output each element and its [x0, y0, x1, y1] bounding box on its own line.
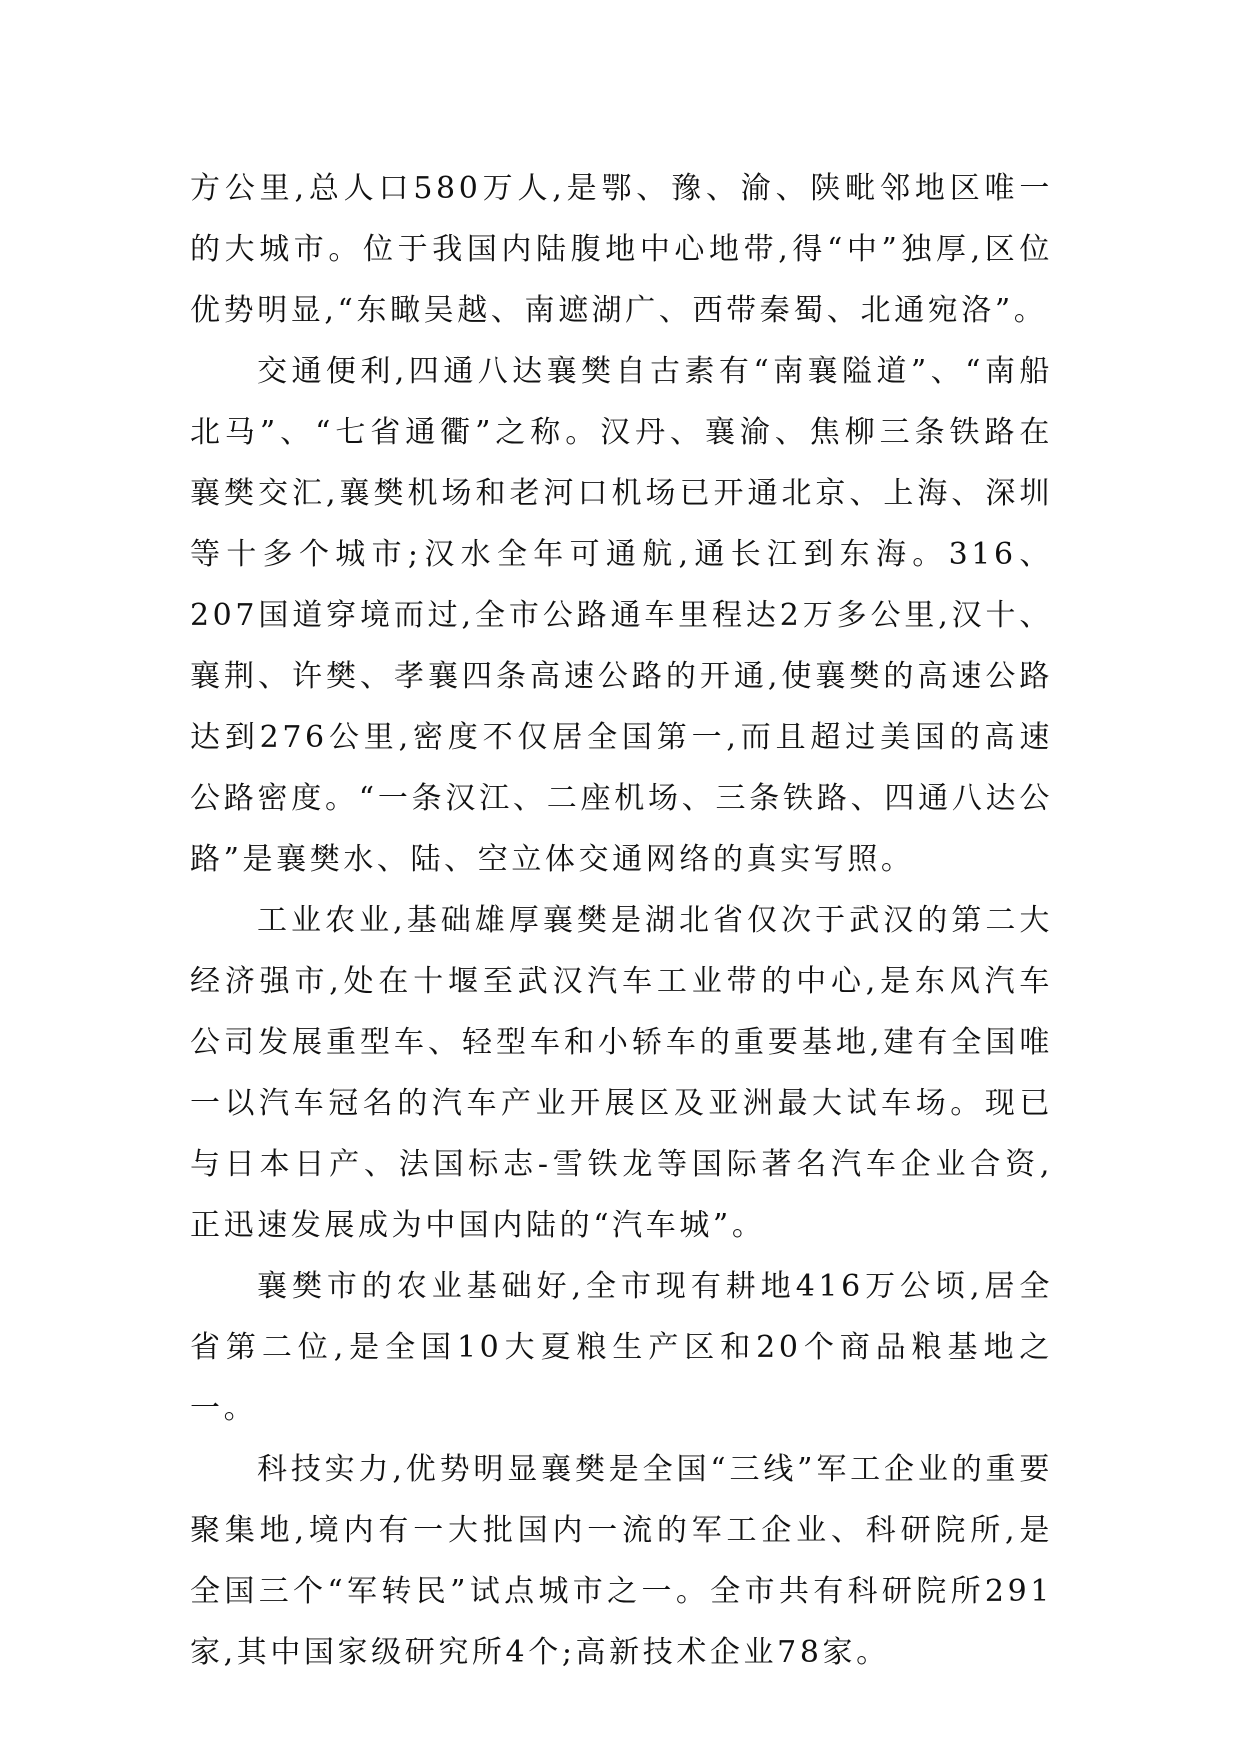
paragraph-industry: 工业农业,基础雄厚襄樊是湖北省仅次于武汉的第二大经济强市,处在十堰至武汉汽车工业带的中心,是东风汽车公司发展重型车、轻型车和小轿车的重要基地,建有全国唯一以汽车冠名的汽车产业开展区及亚洲最大试车场。现已与日本日产、法国标志-雪铁龙等国际著名汽车企业合资,正迅速发展成为中国内陆的“汽车城”。 [190, 903, 1053, 1243]
paragraph-agriculture: 襄樊市的农业基础好,全市现有耕地416万公顷,居全省第二位,是全国10大夏粮生产区和20个商品粮基地之一。 [190, 1269, 1053, 1426]
paragraph-intro-continued: 方公里,总人口580万人,是鄂、豫、渝、陕毗邻地区唯一的大城市。位于我国内陆腹地中心地带,得“中”独厚,区位优势明显,“东瞰吴越、南遮湖广、西带秦蜀、北通宛洛”。 [190, 171, 1053, 328]
paragraph-technology: 科技实力,优势明显襄樊是全国“三线”军工企业的重要聚集地,境内有一大批国内一流的军工企业、科研院所,是全国三个“军转民”试点城市之一。全市共有科研院所291家,其中国家级研究所4个;高新技术企业78家。 [190, 1452, 1053, 1670]
body-text [190, 158, 1053, 1683]
paragraph-transport: 交通便利,四通八达襄樊自古素有“南襄隘道”、“南船北马”、“七省通衢”之称。汉丹、襄渝、焦柳三条铁路在襄樊交汇,襄樊机场和老河口机场已开通北京、上海、深圳等十多个城市;汉水全年可通航,通长江到东海。316、207国道穿境而过,全市公路通车里程达2万多公里,汉十、襄荆、许樊、孝襄四条高速公路的开通,使襄樊的高速公路达到276公里,密度不仅居全国第一,而且超过美国的高速公路密度。“一条汉江、二座机场、三条铁路、四通八达公路”是襄樊水、陆、空立体交通网络的真实写照。 [190, 354, 1053, 877]
